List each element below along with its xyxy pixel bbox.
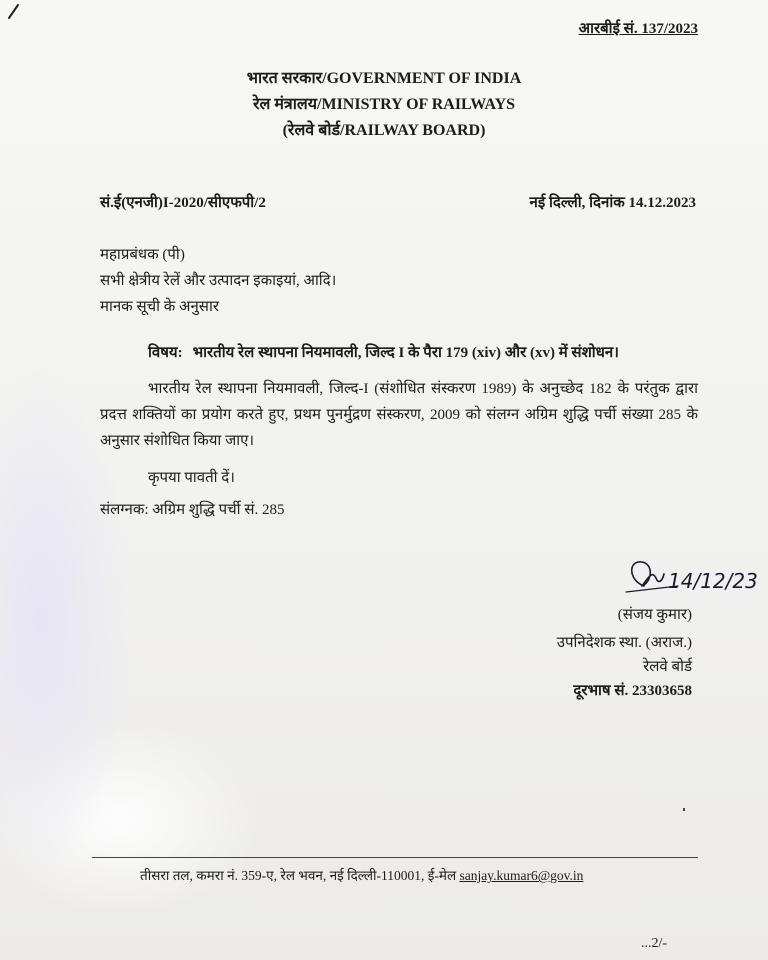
ministry-header: रेल मंत्रालय/MINISTRY OF RAILWAYS [252,96,516,113]
enclosure-line: संलग्नक: अग्रिम शुद्धि पर्ची सं. 285 [100,502,285,518]
addressee-line: महाप्रबंधक (पी) [100,247,185,263]
footer-address [140,866,583,884]
subject-line [148,342,619,362]
footer-address-text: तीसरा तल, कमरा नं. 359-ए, रेल भवन, नई दिल्ली-110001, ई-मेल [140,868,457,883]
pen-stroke-mark [6,2,22,20]
footer-email-link[interactable]: sanjay.kumar6@gov.in [459,868,584,883]
signatory-phone: दूरभाष सं. 23303658 [573,683,692,699]
file-number: सं.ई(एनजी)I-2020/सीएफपी/2 [100,195,266,211]
signatory-designation: उपनिदेशक स्था. (अराज.) [556,635,692,651]
signatory-office: रेलवे बोर्ड [643,659,692,675]
reference-number: आरबीई सं. 137/2023 [578,21,698,37]
subject-label: विषय: [148,345,183,361]
footer-divider [92,857,698,858]
ink-mark [683,808,685,811]
subject-text: भारतीय रेल स्थापना नियमावली, जिल्द I के पैरा 179 (xiv) और (xv) में संशोधन। [192,345,619,361]
page-continuation: ...2/- [641,936,668,951]
board-header: (रेलवे बोर्ड/RAILWAY BOARD) [282,122,486,139]
acknowledgement-request: कृपया पावती दें। [148,470,235,486]
signatory-name: (संजय कुमार) [617,607,692,623]
signature-date: 14/12/23 [668,569,758,593]
government-header: भारत सरकार/GOVERNMENT OF INDIA [246,70,522,87]
place-date: नई दिल्ली, दिनांक 14.12.2023 [529,195,696,211]
addressee-line: सभी क्षेत्रीय रेलें और उत्पादन इकाइयां, आदि। [100,273,337,289]
body-paragraph: भारतीय रेल स्थापना नियमावली, जिल्द-I (संशोधित संस्करण 1989) के अनुच्छेद 182 के परंतुक द्वारा प्रदत्त शक्तियों का प्रयोग करते हुए, प्रथम पुनर्मुद्रण संस्करण, 2009 को संलग्न अग्रिम शुद्धि पर्ची संख्या 285 के अनुसार संशोधित किया जाए। [100,381,698,449]
addressee-line: मानक सूची के अनुसार [100,299,219,315]
